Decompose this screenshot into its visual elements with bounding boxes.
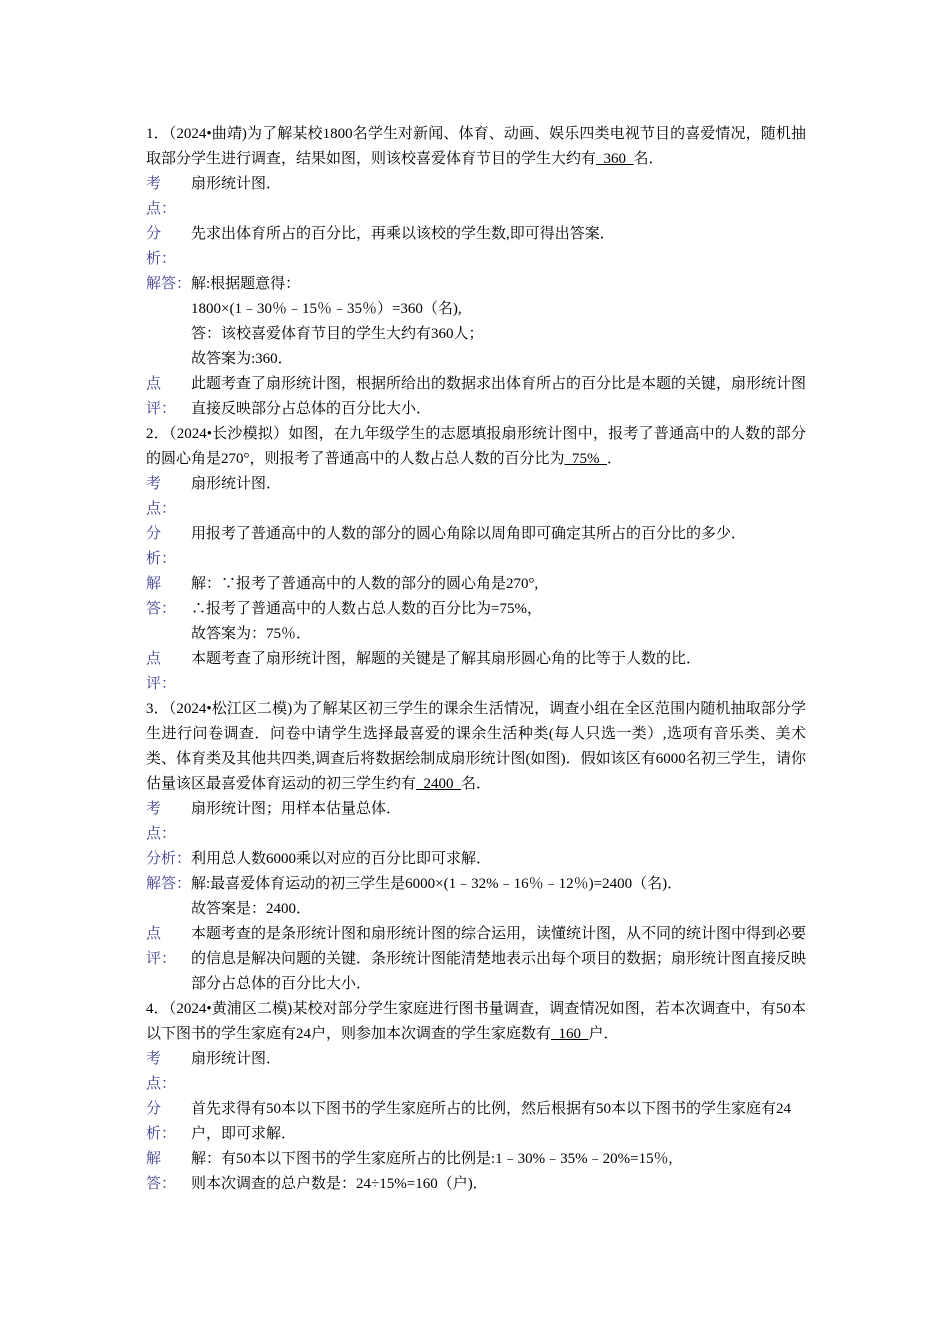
problem-stem-text: 4．（2024•黄浦区二模)某校对部分学生家庭进行图书量调查，调查情况如图，若本次调查中，有50本以下图书的学生家庭有24户，则参加本次调查的学生家庭数有 [146, 1001, 806, 1042]
answer-blank: 2400 [416, 776, 462, 792]
dianping-label: 点 评： [146, 926, 177, 967]
kaodian-row [146, 472, 806, 522]
jieda-text: 解:根据题意得： 1800×(1﹣30％﹣15％﹣35％）=360（名), 答：该校喜爱体育节目的学生大约有360人； 故答案为:360． [191, 276, 484, 367]
fenxi-text: 利用总人数6000乘以对应的百分比即可求解． [191, 851, 492, 867]
kaodian-label: 考 点： [146, 1051, 177, 1092]
jieda-row [146, 272, 806, 372]
answer-blank: 360 [596, 151, 634, 167]
fenxi-text: 先求出体育所占的百分比，再乘以该校的学生数,即可得出答案． [191, 226, 615, 242]
answer-blank: 160 [551, 1026, 589, 1042]
fenxi-row [146, 847, 806, 872]
jieda-label: 解 答： [146, 576, 177, 617]
problem-stem-tail: 名． [633, 151, 664, 167]
jieda-text: 解:最喜爱体育运动的初三学生是6000×(1﹣32%﹣16％﹣12％)=2400（名)． 故答案是：2400． [191, 876, 683, 917]
fenxi-label: 分 析： [146, 1101, 177, 1142]
problem-1 [146, 122, 806, 422]
dianping-row [146, 372, 806, 422]
dianping-label: 点 评： [146, 376, 177, 417]
fenxi-row [146, 1097, 806, 1147]
jieda-text: 解：∵报考了普通高中的人数的部分的圆心角是270°, ∴报考了普通高中的人数占总人数的百分比为=75%， 故答案为：75％． [191, 576, 542, 642]
kaodian-label: 考 点： [146, 176, 177, 217]
problem-stem [146, 122, 806, 172]
kaodian-text: 扇形统计图；用样本估量总体． [191, 801, 402, 817]
jieda-text: 解：有50本以下图书的学生家庭所占的比例是:1﹣30%﹣35%﹣20%=15％, 则本次调查的总户数是：24÷15%=160（户)． [191, 1151, 673, 1192]
problem-stem-tail: 名． [461, 776, 492, 792]
dianping-row [146, 647, 806, 697]
fenxi-text: 首先求得有50本以下图书的学生家庭所占的比例，然后根据有50本以下图书的学生家庭有24户，即可求解． [191, 1101, 792, 1142]
kaodian-text: 扇形统计图． [191, 476, 282, 492]
problem-stem-text: 3．（2024•松江区二模)为了解某区初三学生的课余生活情况，调查小组在全区范围内随机抽取部分学生进行问卷调查．问卷中请学生选择最喜爱的课余生活种类(每人只选一类）,选项有音乐类、美术类、体育类及其他共四类,调查后将数据绘制成扇形统计图(如图)．假如该区有6000名初三学生，请你估量该区最喜爱体育运动的初三学生约有 [146, 701, 806, 792]
jieda-label: 解答： [146, 876, 192, 892]
problem-stem [146, 697, 806, 797]
fenxi-row [146, 222, 806, 272]
jieda-row [146, 572, 806, 647]
fenxi-row [146, 522, 806, 572]
answer-blank: 75% [564, 451, 608, 467]
kaodian-text: 扇形统计图． [191, 176, 282, 192]
fenxi-label: 分 析： [146, 526, 177, 567]
kaodian-row [146, 797, 806, 847]
kaodian-row [146, 1047, 806, 1097]
problem-4 [146, 997, 806, 1197]
jieda-row [146, 872, 806, 922]
kaodian-label: 考 点： [146, 801, 177, 842]
jieda-label: 解答： [146, 276, 192, 292]
problem-stem [146, 422, 806, 472]
fenxi-label: 分析： [146, 851, 192, 867]
dianping-text: 本题考查的是条形统计图和扇形统计图的综合运用，读懂统计图，从不同的统计图中得到必要的信息是解决问题的关键．条形统计图能清楚地表示出每个项目的数据；扇形统计图直接反映部分占总体的百分比大小． [191, 926, 807, 992]
problem-stem-tail: 户． [588, 1026, 619, 1042]
jieda-label: 解 答： [146, 1151, 177, 1192]
dianping-text: 本题考查了扇形统计图，解题的关键是了解其扇形圆心角的比等于人数的比． [191, 651, 702, 667]
kaodian-text: 扇形统计图． [191, 1051, 282, 1067]
dianping-row [146, 922, 806, 997]
problem-stem-text: 1．（2024•曲靖)为了解某校1800名学生对新闻、体育、动画、娱乐四类电视节目的喜爱情况，随机抽取部分学生进行调查，结果如图，则该校喜爱体育节目的学生大约有 [146, 126, 806, 167]
kaodian-row [146, 172, 806, 222]
problem-2 [146, 422, 806, 697]
kaodian-label: 考 点： [146, 476, 177, 517]
jieda-row [146, 1147, 806, 1197]
document-content [146, 122, 806, 1197]
dianping-text: 此题考查了扇形统计图，根据所给出的数据求出体育所占的百分比是本题的关键，扇形统计图直接反映部分占总体的百分比大小． [191, 376, 807, 417]
problem-stem [146, 997, 806, 1047]
problem-stem-text: 2．（2024•长沙模拟）如图，在九年级学生的志愿填报扇形统计图中，报考了普通高中的人数的部分的圆心角是270°，则报考了普通高中的人数占总人数的百分比为 [146, 426, 806, 467]
problem-3 [146, 697, 806, 997]
fenxi-text: 用报考了普通高中的人数的部分的圆心角除以周角即可确定其所占的百分比的多少． [191, 526, 747, 542]
dianping-label: 点 评： [146, 651, 177, 692]
fenxi-label: 分 析： [146, 226, 177, 267]
problem-stem-tail: ． [607, 451, 623, 467]
